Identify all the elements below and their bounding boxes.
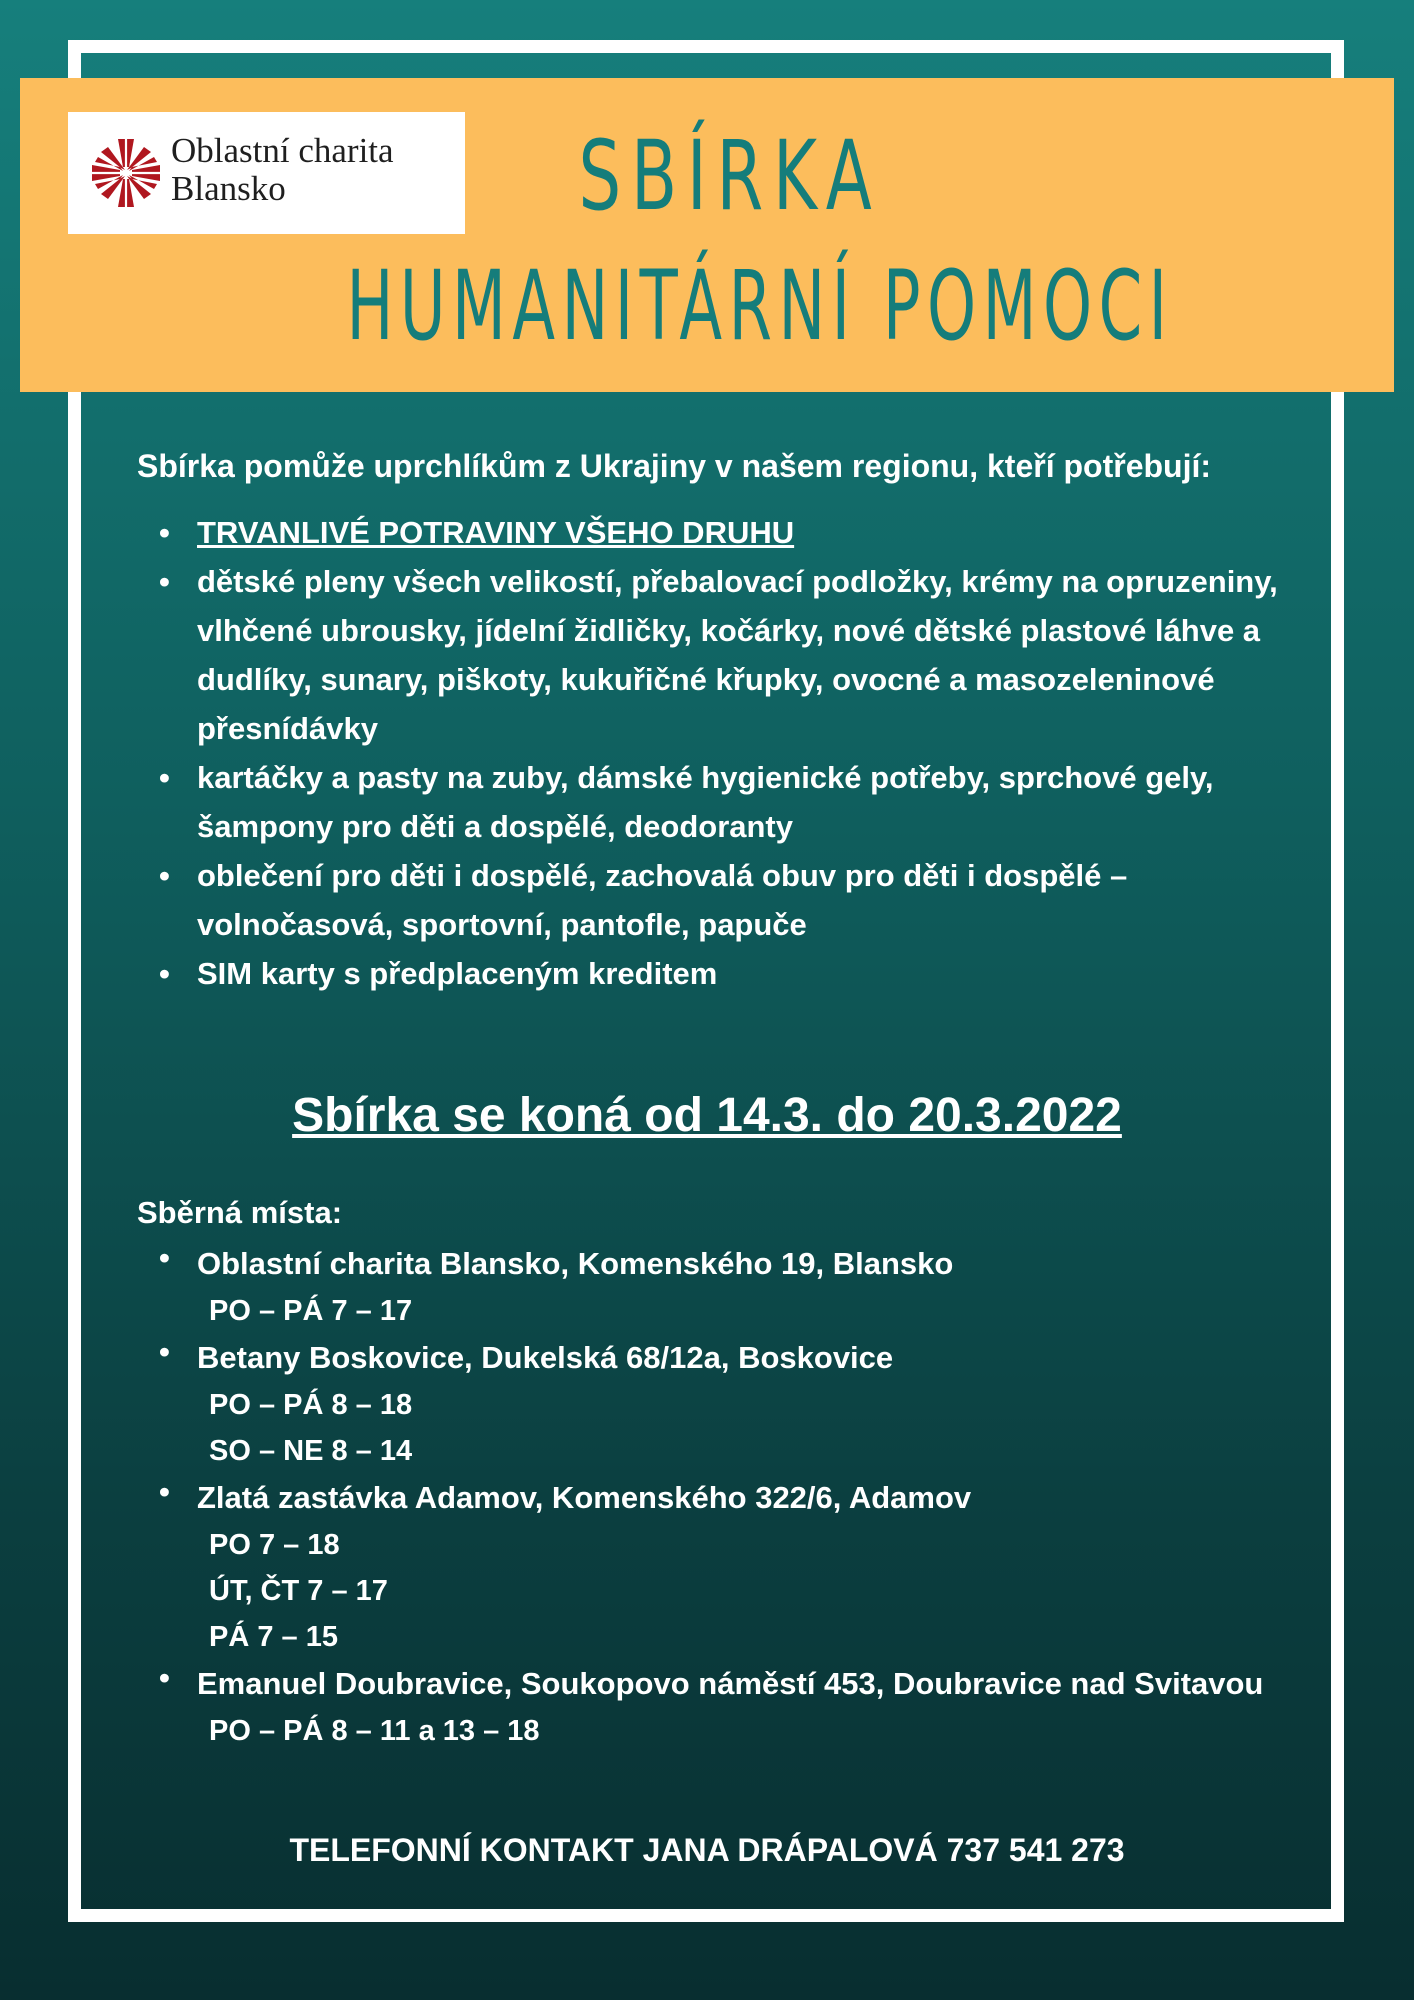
- list-item: • dětské pleny všech velikostí, přebalovací podložky, krémy na opruzeniny, vlhčené ubrousky, jídelní židličky, kočárky, nové dětské plastové láhve a dudlíky, sunary, piškoty, kukuřičné křupky, ovocné a masozeleninové přesnídávky: [137, 557, 1287, 753]
- place-name: • Emanuel Doubravice, Soukopovo náměstí 453, Doubravice nad Svitavou: [197, 1666, 1264, 1701]
- place-name: • Betany Boskovice, Dukelská 68/12a, Boskovice: [197, 1340, 894, 1375]
- item-text: TRVANLIVÉ POTRAVINY VŠEHO DRUHU: [197, 515, 795, 550]
- place-item: [137, 1660, 1287, 1754]
- logo-line-1: Oblastní charita: [171, 131, 394, 170]
- list-item: • oblečení pro děti i dospělé, zachovalá obuv pro děti i dospělé – volnočasová, sportovní, pantofle, papuče: [137, 851, 1287, 949]
- charity-cross-icon: [90, 137, 162, 209]
- list-item: • kartáčky a pasty na zuby, dámské hygienické potřeby, sprchové gely, šampony pro děti a dospělé, deodoranty: [137, 753, 1287, 851]
- place-hours: PO – PÁ 7 – 17: [209, 1295, 413, 1327]
- collection-description: [137, 442, 1287, 998]
- phone-contact: TELEFONNÍ KONTAKT JANA DRÁPALOVÁ 737 541 273: [289, 1832, 1125, 1868]
- needed-items-list: [137, 508, 1287, 998]
- collection-points: [137, 1190, 1287, 1754]
- title-line-2: HUMANITÁRNÍ POMOCI: [346, 250, 1174, 362]
- places-title: Sběrná místa:: [137, 1195, 343, 1230]
- place-list: [137, 1240, 1287, 1754]
- place-hours: PO – PÁ 8 – 18: [209, 1389, 413, 1421]
- place-item: [137, 1240, 1287, 1334]
- place-hours: PÁ 7 – 15: [209, 1621, 338, 1653]
- list-item: [137, 508, 1287, 557]
- collection-dates: Sbírka se koná od 14.3. do 20.3.2022: [292, 1089, 1122, 1142]
- place-name: • Zlatá zastávka Adamov, Komenského 322/6, Adamov: [197, 1480, 972, 1515]
- title-banner: [20, 78, 1394, 392]
- place-hours: PO 7 – 18: [209, 1529, 340, 1561]
- intro-text: Sbírka pomůže uprchlíkům z Ukrajiny v našem regionu, kteří potřebují:: [137, 448, 1212, 484]
- logo-line-2: Blansko: [171, 169, 286, 208]
- place-item: [137, 1474, 1287, 1660]
- logo-text: [171, 132, 394, 208]
- place-hours: SO – NE 8 – 14: [209, 1435, 413, 1467]
- place-name: • Oblastní charita Blansko, Komenského 19, Blansko: [197, 1246, 954, 1281]
- place-hours: ÚT, ČT 7 – 17: [209, 1575, 388, 1607]
- title-line-1: SBÍRKA: [578, 120, 882, 232]
- list-item: • SIM karty s předplaceným kreditem: [137, 949, 1287, 998]
- place-item: [137, 1334, 1287, 1474]
- place-hours: PO – PÁ 8 – 11 a 13 – 18: [209, 1715, 540, 1747]
